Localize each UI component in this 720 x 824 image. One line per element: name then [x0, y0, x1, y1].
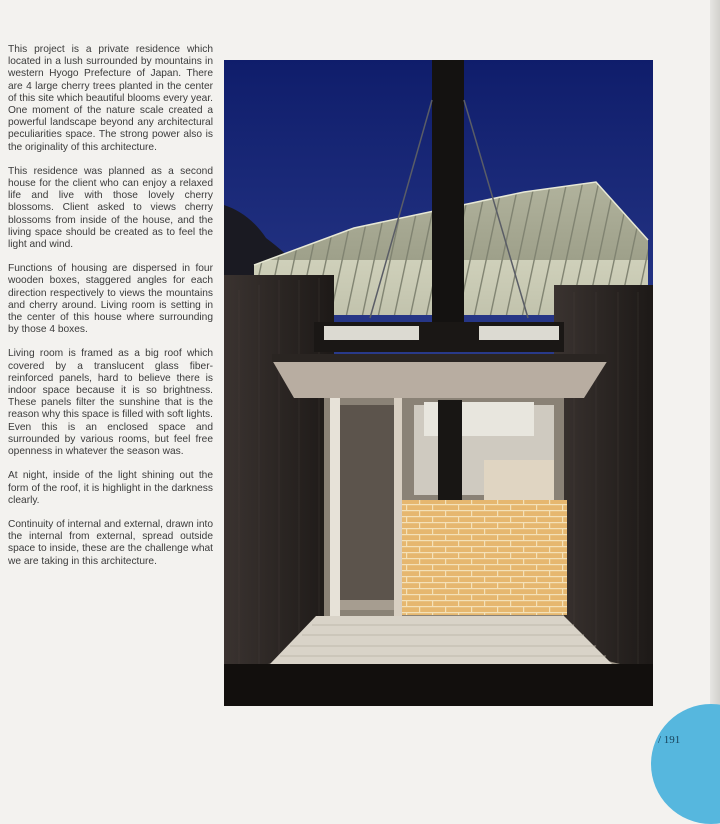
paragraph-4: Living room is framed as a big roof which covered by a translucent glass fiber-reinforced panels, hard to believe there is indoor space because it is so brightness. These panels filter the sunshine that is the reason why this space is filled with soft lights. Even this is an enclosed space and surrounded by various rooms, but feel free openness in whatever the season was.: [8, 348, 213, 458]
page-number: / 191: [658, 734, 681, 746]
brick-wall: [402, 500, 567, 615]
paragraph-2: This residence was planned as a second house for the client who can enjoy a relaxed life and live with those lovely cherry blossoms. Client asked to views cherry blossoms from inside of the house, and the living space should be created as to feel the light and wind.: [8, 165, 213, 251]
wooden-deck: [270, 616, 612, 664]
central-mast: [432, 60, 464, 340]
paragraph-1: This project is a private residence which located in a lush surrounded by mountains in western Hyogo Prefecture of Japan. There are 4 large cherry trees planted in the center of this site which beautiful blooms every year. One moment of the nature scale created a powerful landscape beyond any architectural peculiarities space. The strong power also is the originality of this architecture.: [8, 44, 213, 153]
paragraph-3: Functions of housing are dispersed in four wooden boxes, staggered angles for each direction respectively to views the mountains and cherry around. Living room is setting in the center of this house where surrounding by those 4 boxes.: [8, 263, 213, 336]
paragraph-6: Continuity of internal and external, drawn into the internal from external, spread outside space to inside, these are the challenge what we are taking in this architecture.: [8, 518, 213, 567]
page-number-tab: [651, 704, 720, 824]
architecture-photo: [224, 60, 653, 706]
paragraph-5: At night, inside of the light shining out the form of the roof, it is highlight in the darkness clearly.: [8, 470, 213, 506]
body-text: [8, 44, 213, 580]
night-house-illustration: [224, 60, 653, 706]
page-gutter: [710, 0, 720, 762]
canopy: [272, 360, 608, 398]
